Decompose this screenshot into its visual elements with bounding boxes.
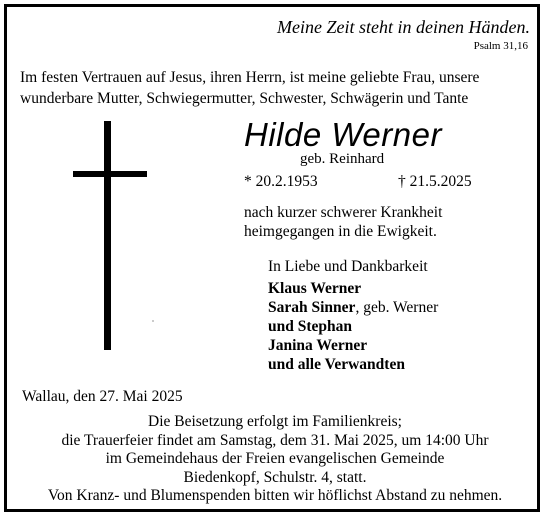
passing-line: heimgegangen in die Ewigkeit. (244, 223, 437, 240)
deceased-name: Hilde Werner (244, 116, 442, 153)
family-member: und alle Verwandten (268, 356, 405, 373)
family-member: Janina Werner (268, 337, 368, 354)
birth-name: geb. Reinhard (300, 151, 385, 167)
motto-verse: Meine Zeit steht in deinen Händen. (277, 17, 530, 37)
family-member: Sarah Sinner, geb. Werner (268, 299, 439, 316)
family-member: Klaus Werner (268, 280, 362, 297)
funeral-line: Biedenkopf, Schulstr. 4, statt. (183, 468, 367, 486)
print-speck (152, 320, 154, 322)
birth-date: * 20.2.1953 (244, 173, 318, 190)
passing-text (244, 203, 442, 241)
funeral-line: im Gemeindehaus der Freien evangelischen Gemeinde (105, 450, 445, 467)
funeral-line: die Trauerfeier findet am Samstag, dem 31. Mai 2025, um 14:00 Uhr (61, 431, 489, 449)
passing-line: nach kurzer schwerer Krankheit (244, 204, 443, 221)
intro-line: wunderbare Mutter, Schwiegermutter, Schwester, Schwägerin und Tante (20, 90, 469, 107)
cross-icon (73, 121, 147, 350)
funeral-info (0, 413, 550, 506)
family-member: und Stephan (268, 318, 353, 335)
intro-text (20, 67, 530, 109)
funeral-line: Die Beisetzung erfolgt im Familienkreis; (148, 413, 402, 430)
psalm-reference: Psalm 31,16 (473, 40, 528, 52)
intro-line: Im festen Vertrauen auf Jesus, ihren Herrn, ist meine geliebte Frau, unsere (20, 69, 480, 86)
place-and-date: Wallau, den 27. Mai 2025 (22, 388, 183, 405)
death-date: † 21.5.2025 (398, 173, 472, 190)
mourning-line: In Liebe und Dankbarkeit (268, 258, 428, 275)
funeral-line: Von Kranz- und Blumenspenden bitten wir höflichst Abstand zu nehmen. (47, 487, 503, 504)
family-list (268, 279, 438, 374)
